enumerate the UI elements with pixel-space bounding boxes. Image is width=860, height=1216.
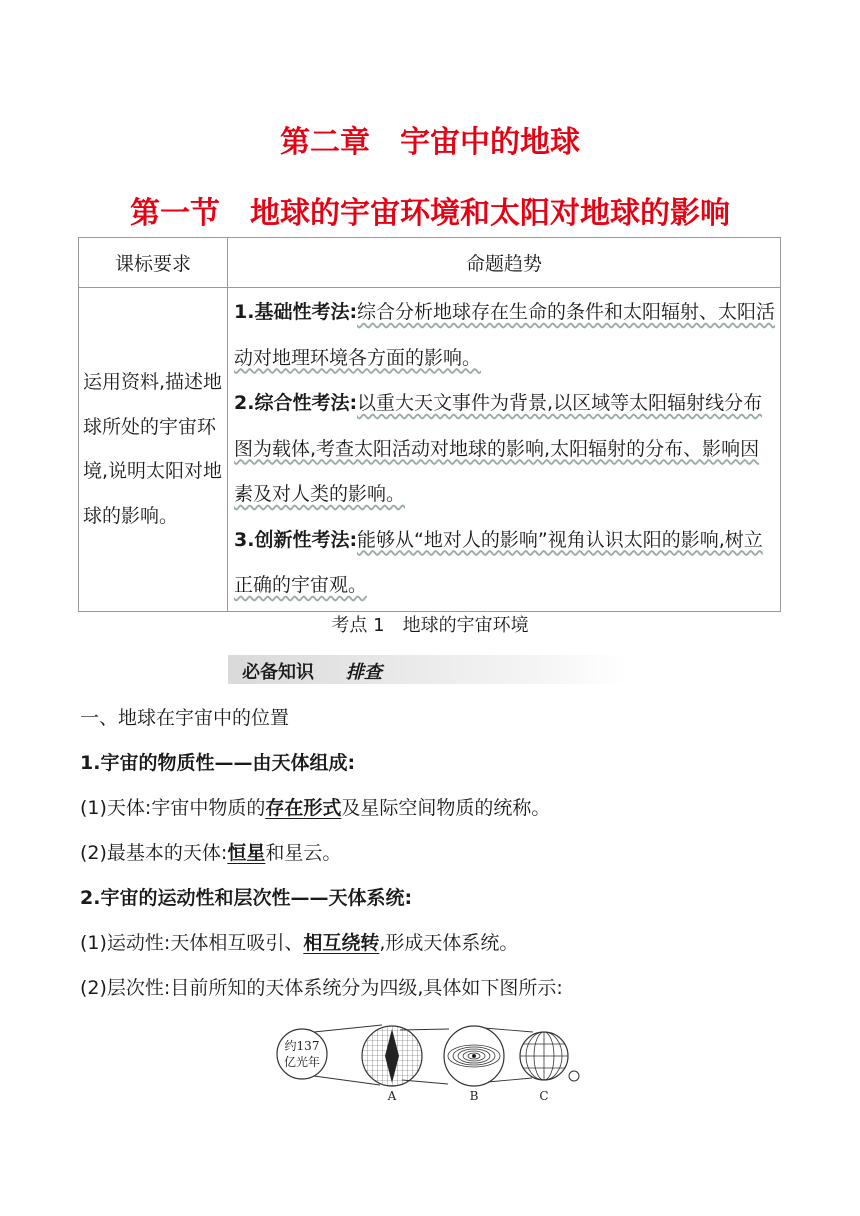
line-text: (2)最基本的天体: bbox=[80, 842, 228, 864]
subsection-1-title: 1.宇宙的物质性——由天体组成: bbox=[80, 752, 356, 774]
key-term: 相互绕转 bbox=[303, 932, 380, 954]
header-curriculum: 课标要求 bbox=[79, 238, 228, 288]
banner-right-text: 排查 bbox=[346, 662, 382, 683]
trend-item-3 bbox=[234, 518, 776, 609]
key-term: 恒星 bbox=[227, 842, 266, 864]
kaodian-heading: 考点 1 地球的宇宙环境 bbox=[331, 615, 529, 636]
trend-item-text: 以重大天文事件为背景,以区域等太阳辐射线分布图为载体,考查太阳活动对地球的影响,太阳辐射的分布、影响因素及对人类的影响。 bbox=[234, 392, 763, 505]
key-term: 存在形式 bbox=[265, 797, 342, 819]
label-a: A bbox=[387, 1089, 397, 1103]
trend-item-text: 综合分析地球存在生命的条件和太阳辐射、太阳活动对地理环境各方面的影响。 bbox=[234, 301, 776, 369]
trend-item-2 bbox=[234, 381, 776, 518]
line-motion bbox=[80, 928, 518, 955]
section-title: 第一节 地球的宇宙环境和太阳对地球的影响 bbox=[130, 196, 730, 231]
trend-item-text: 能够从“地对人的影响”视角认识太阳的影响,树立正确的宇宙观。 bbox=[234, 528, 763, 596]
line-text: 和星云。 bbox=[265, 842, 342, 864]
requirements-table bbox=[78, 237, 781, 612]
line-text: 及星际空间物质的统称。 bbox=[341, 797, 551, 819]
universe-circle bbox=[277, 1029, 327, 1079]
circle-label-1: 约137 bbox=[284, 1039, 320, 1053]
subsection-2-title: 2.宇宙的运动性和层次性——天体系统: bbox=[80, 887, 413, 909]
table-body-row bbox=[79, 288, 781, 612]
line-basic-body bbox=[80, 838, 341, 865]
header-trend: 命题趋势 bbox=[228, 238, 781, 288]
line-text: (1)天体:宇宙中物质的 bbox=[80, 797, 266, 819]
banner-left-text: 必备知识 bbox=[242, 662, 314, 683]
label-c: C bbox=[539, 1089, 549, 1103]
trend-item-label: 1.基础性考法: bbox=[234, 301, 358, 323]
line-text: (1)运动性:天体相互吸引、 bbox=[80, 932, 304, 954]
trend-item-1 bbox=[234, 290, 776, 381]
curriculum-text: 运用资料,描述地球所处的宇宙环境,说明太阳对地球的影响。 bbox=[79, 288, 228, 612]
table-header-row bbox=[79, 238, 781, 288]
circle-label-2: 亿光年 bbox=[283, 1055, 321, 1069]
moon-circle bbox=[569, 1071, 579, 1081]
heading-one: 一、地球在宇宙中的位置 bbox=[80, 707, 290, 729]
line-hierarchy: (2)层次性:目前所知的天体系统分为四级,具体如下图所示: bbox=[80, 977, 563, 999]
trend-cell bbox=[228, 288, 781, 612]
label-b: B bbox=[469, 1089, 479, 1103]
knowledge-banner bbox=[228, 655, 628, 684]
line-text: ,形成天体系统。 bbox=[379, 932, 519, 954]
celestial-system-diagram bbox=[262, 1020, 592, 1110]
chapter-title: 第二章 宇宙中的地球 bbox=[280, 125, 580, 160]
trend-item-label: 2.综合性考法: bbox=[234, 392, 358, 414]
line-celestial-body bbox=[80, 793, 550, 820]
trend-item-label: 3.创新性考法: bbox=[234, 528, 358, 551]
